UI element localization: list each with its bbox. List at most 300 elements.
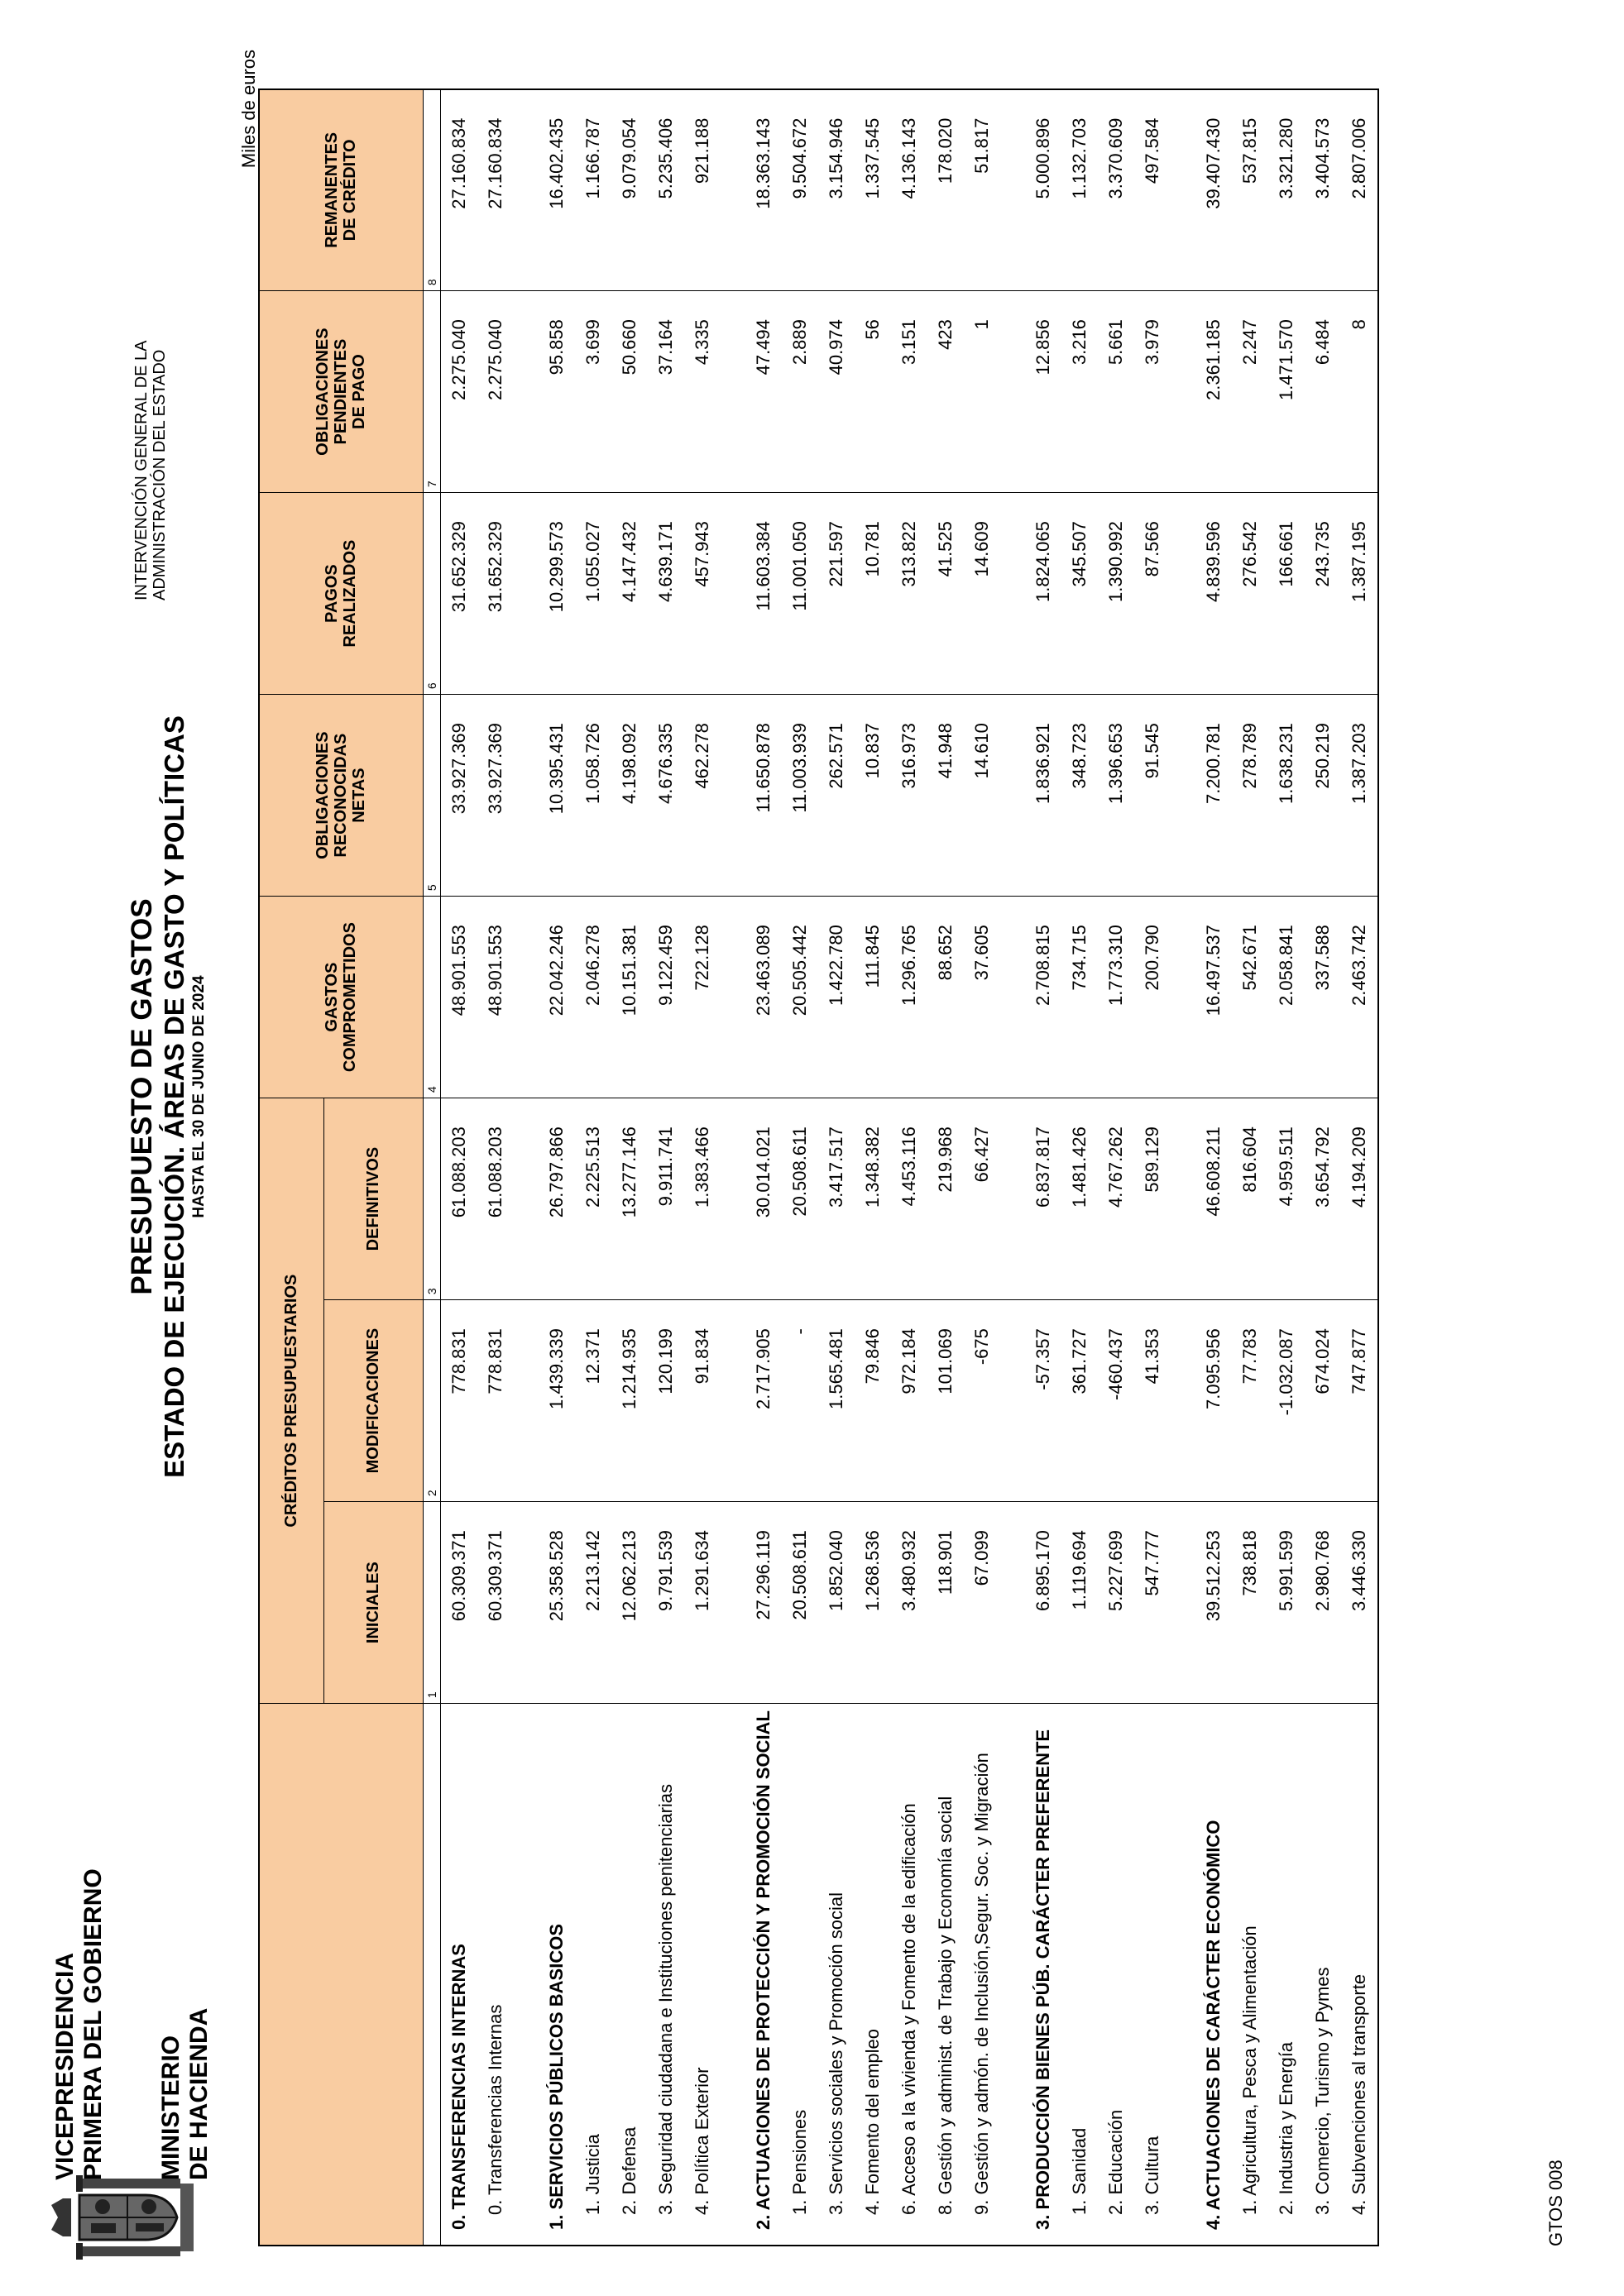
igae-line-2: ADMINISTRACIÓN DEL ESTADO [151, 349, 169, 600]
cell-remanentes: 16.402.435 [539, 89, 575, 291]
cell-pagos: 31.652.329 [440, 493, 477, 695]
cell-pendientes: 12.856 [1025, 291, 1061, 493]
spacer-cell [514, 1704, 539, 2246]
cell-iniciales: 6.895.170 [1025, 1502, 1061, 1704]
cell-comprometidos: 337.588 [1305, 897, 1341, 1098]
spacer-cell [721, 695, 745, 897]
row-label: 2. ACTUACIONES DE PROTECCIÓN Y PROMOCIÓN SOCIAL [745, 1704, 782, 2246]
cell-definitivos: 1.481.426 [1061, 1098, 1098, 1300]
cell-pagos: 313.822 [891, 493, 927, 695]
cell-iniciales: 27.296.119 [745, 1502, 782, 1704]
cell-reconocidas: 262.571 [818, 695, 855, 897]
cell-remanentes: 27.160.834 [477, 89, 514, 291]
cell-pagos: 10.781 [855, 493, 891, 695]
cell-reconocidas: 1.638.231 [1268, 695, 1305, 897]
cell-iniciales: 39.512.253 [1195, 1502, 1232, 1704]
row-label: 8. Gestión y administ. de Trabajo y Economía social [927, 1704, 964, 2246]
cell-reconocidas: 33.927.369 [477, 695, 514, 897]
cell-modificaciones: 747.877 [1341, 1300, 1378, 1502]
cell-modificaciones: 79.846 [855, 1300, 891, 1502]
cell-pagos: 1.390.992 [1098, 493, 1134, 695]
cell-pendientes: 37.164 [648, 291, 684, 493]
table-row [1341, 89, 1378, 2246]
cell-definitivos: 816.604 [1232, 1098, 1268, 1300]
header-blank [259, 1704, 423, 2246]
cell-iniciales: 60.309.371 [477, 1502, 514, 1704]
cell-remanentes: 9.079.054 [611, 89, 648, 291]
cell-pagos: 457.943 [684, 493, 721, 695]
cell-pagos: 345.507 [1061, 493, 1098, 695]
cell-definitivos: 3.417.517 [818, 1098, 855, 1300]
cell-remanentes: 4.136.143 [891, 89, 927, 291]
cell-remanentes: 2.807.006 [1341, 89, 1378, 291]
ministry-block [51, 1868, 213, 2180]
cell-comprometidos: 48.901.553 [477, 897, 514, 1098]
cell-remanentes: 537.815 [1232, 89, 1268, 291]
cell-reconocidas: 10.837 [855, 695, 891, 897]
cell-remanentes: 5.000.896 [1025, 89, 1061, 291]
cell-comprometidos: 1.296.765 [891, 897, 927, 1098]
table-row [648, 89, 684, 2246]
cell-iniciales: 118.901 [927, 1502, 964, 1704]
cell-iniciales: 9.791.539 [648, 1502, 684, 1704]
cell-definitivos: 20.508.611 [782, 1098, 818, 1300]
spacer-cell [1171, 1502, 1195, 1704]
cell-pagos: 1.824.065 [1025, 493, 1061, 695]
cell-reconocidas: 11.003.939 [782, 695, 818, 897]
header-obligaciones-line-3: NETAS [350, 768, 369, 823]
cell-pagos: 14.609 [964, 493, 1000, 695]
column-number: 2 [423, 1300, 440, 1502]
spacer-cell [1171, 493, 1195, 695]
cell-pagos: 10.299.573 [539, 493, 575, 695]
spacer-cell [721, 291, 745, 493]
column-number-row [423, 89, 440, 2246]
cell-pendientes: 3.979 [1134, 291, 1171, 493]
cell-comprometidos: 23.463.089 [745, 897, 782, 1098]
cell-pendientes: 56 [855, 291, 891, 493]
table-row [1098, 89, 1134, 2246]
spacer-cell [1171, 695, 1195, 897]
cell-iniciales: 547.777 [1134, 1502, 1171, 1704]
cell-remanentes: 51.817 [964, 89, 1000, 291]
header-pagos [259, 493, 423, 695]
cell-pendientes: 2.275.040 [440, 291, 477, 493]
igae-block [132, 340, 169, 600]
table-row [1061, 89, 1098, 2246]
spacer-cell [1000, 89, 1025, 291]
cell-comprometidos: 542.671 [1232, 897, 1268, 1098]
spacer-row [1171, 89, 1195, 2246]
row-label: 1. Pensiones [782, 1704, 818, 2246]
header-definitivos: DEFINITIVOS [323, 1098, 423, 1300]
cell-comprometidos: 1.422.780 [818, 897, 855, 1098]
cell-pendientes: 8 [1341, 291, 1378, 493]
cell-definitivos: 13.277.146 [611, 1098, 648, 1300]
cell-modificaciones: 41.353 [1134, 1300, 1171, 1502]
cell-pendientes: 2.247 [1232, 291, 1268, 493]
cell-reconocidas: 1.387.203 [1341, 695, 1378, 897]
header-iniciales: INICIALES [323, 1502, 423, 1704]
cell-comprometidos: 200.790 [1134, 897, 1171, 1098]
cell-modificaciones: 361.727 [1061, 1300, 1098, 1502]
header-gastos-line-2: COMPROMETIDOS [341, 922, 360, 1073]
header-creditos: CRÉDITOS PRESUPUESTARIOS [259, 1098, 323, 1704]
header-gastos [259, 897, 423, 1098]
cell-pagos: 221.597 [818, 493, 855, 695]
spacer-cell [514, 695, 539, 897]
cell-iniciales: 5.991.599 [1268, 1502, 1305, 1704]
header-obligaciones [259, 695, 423, 897]
cell-pendientes: 5.661 [1098, 291, 1134, 493]
spacer-cell [1171, 291, 1195, 493]
cell-remanentes: 178.020 [927, 89, 964, 291]
units-label: Miles de euros [238, 50, 259, 169]
cell-modificaciones: 674.024 [1305, 1300, 1341, 1502]
table-body [440, 89, 1378, 2246]
cell-iniciales: 12.062.213 [611, 1502, 648, 1704]
column-number: 6 [423, 493, 440, 695]
cell-modificaciones: 77.783 [1232, 1300, 1268, 1502]
cell-remanentes: 1.337.545 [855, 89, 891, 291]
cell-remanentes: 18.363.143 [745, 89, 782, 291]
cell-definitivos: 26.797.866 [539, 1098, 575, 1300]
cell-definitivos: 1.348.382 [855, 1098, 891, 1300]
cell-modificaciones: - [782, 1300, 818, 1502]
ministry-line-3: MINISTERIO [157, 2035, 184, 2180]
spacer-cell [1000, 493, 1025, 695]
header-pendientes-line-3: DE PAGO [350, 354, 369, 429]
section-row [440, 89, 477, 2246]
cell-iniciales: 25.358.528 [539, 1502, 575, 1704]
table-header [259, 89, 440, 2246]
table-row [684, 89, 721, 2246]
table-row [1305, 89, 1341, 2246]
cell-comprometidos: 37.605 [964, 897, 1000, 1098]
cell-iniciales: 3.446.330 [1341, 1502, 1378, 1704]
spacer-cell [1000, 897, 1025, 1098]
table-row [1134, 89, 1171, 2246]
spacer-cell [514, 1098, 539, 1300]
cell-definitivos: 4.453.116 [891, 1098, 927, 1300]
cell-reconocidas: 278.789 [1232, 695, 1268, 897]
table-row [782, 89, 818, 2246]
header-pendientes-line-1: OBLIGACIONES [314, 328, 333, 456]
spacer-cell [1000, 1502, 1025, 1704]
cell-pagos: 276.542 [1232, 493, 1268, 695]
cell-remanentes: 1.132.703 [1061, 89, 1098, 291]
header-gastos-line-1: GASTOS [323, 962, 342, 1032]
cell-definitivos: 66.427 [964, 1098, 1000, 1300]
cell-pagos: 4.639.171 [648, 493, 684, 695]
cell-modificaciones: -675 [964, 1300, 1000, 1502]
cell-reconocidas: 1.836.921 [1025, 695, 1061, 897]
cell-pagos: 243.735 [1305, 493, 1341, 695]
cell-modificaciones: -57.357 [1025, 1300, 1061, 1502]
cell-reconocidas: 316.973 [891, 695, 927, 897]
cell-modificaciones: 12.371 [575, 1300, 611, 1502]
cell-remanentes: 9.504.672 [782, 89, 818, 291]
cell-pendientes: 47.494 [745, 291, 782, 493]
row-label: 6. Acceso a la vivienda y Fomento de la edificación [891, 1704, 927, 2246]
cell-reconocidas: 4.198.092 [611, 695, 648, 897]
cell-remanentes: 497.584 [1134, 89, 1171, 291]
section-row [1025, 89, 1061, 2246]
cell-definitivos: 61.088.203 [440, 1098, 477, 1300]
page-title: PRESUPUESTO DE GASTOS [126, 898, 158, 1295]
section-row [745, 89, 782, 2246]
cell-modificaciones: 91.834 [684, 1300, 721, 1502]
header-pagos-line-2: REALIZADOS [341, 539, 360, 648]
cell-comprometidos: 2.058.841 [1268, 897, 1305, 1098]
table-row [1268, 89, 1305, 2246]
cell-comprometidos: 2.046.278 [575, 897, 611, 1098]
page-subtitle: ESTADO DE EJECUCIÓN. ÁREAS DE GASTO Y POLÍTICAS [159, 715, 189, 1478]
spacer-cell [514, 89, 539, 291]
cell-pendientes: 2.361.185 [1195, 291, 1232, 493]
cell-pagos: 4.147.432 [611, 493, 648, 695]
cell-reconocidas: 14.610 [964, 695, 1000, 897]
cell-pagos: 166.661 [1268, 493, 1305, 695]
row-label: 1. Sanidad [1061, 1704, 1098, 2246]
row-label: 3. Servicios sociales y Promoción social [818, 1704, 855, 2246]
column-number-blank [423, 1704, 440, 2246]
ministry-line-1: VICEPRESIDENCIA [51, 1952, 79, 2180]
cell-reconocidas: 33.927.369 [440, 695, 477, 897]
spacer-cell [1000, 1300, 1025, 1502]
cell-comprometidos: 22.042.246 [539, 897, 575, 1098]
cell-pagos: 11.001.050 [782, 493, 818, 695]
cell-definitivos: 3.654.792 [1305, 1098, 1341, 1300]
budget-table [258, 88, 1379, 2246]
table-row [927, 89, 964, 2246]
spacer-cell [514, 1300, 539, 1502]
cell-modificaciones: -460.437 [1098, 1300, 1134, 1502]
cell-pagos: 1.055.027 [575, 493, 611, 695]
header-modificaciones: MODIFICACIONES [323, 1300, 423, 1502]
cell-pendientes: 423 [927, 291, 964, 493]
header-remanentes-line-1: REMANENTES [323, 132, 342, 248]
cell-pendientes: 3.216 [1061, 291, 1098, 493]
cell-remanentes: 3.154.946 [818, 89, 855, 291]
spacer-cell [514, 897, 539, 1098]
form-code: GTOS 008 [1545, 2160, 1566, 2246]
cell-remanentes: 3.321.280 [1268, 89, 1305, 291]
spacer-cell [721, 1502, 745, 1704]
cell-definitivos: 9.911.741 [648, 1098, 684, 1300]
cell-comprometidos: 16.497.537 [1195, 897, 1232, 1098]
cell-iniciales: 2.980.768 [1305, 1502, 1341, 1704]
cell-comprometidos: 722.128 [684, 897, 721, 1098]
cell-modificaciones: 7.095.956 [1195, 1300, 1232, 1502]
cell-iniciales: 1.291.634 [684, 1502, 721, 1704]
spanish-coat-of-arms-icon [46, 2172, 200, 2263]
cell-remanentes: 3.370.609 [1098, 89, 1134, 291]
spacer-cell [514, 291, 539, 493]
column-number: 4 [423, 897, 440, 1098]
cell-reconocidas: 4.676.335 [648, 695, 684, 897]
cell-pendientes: 1.471.570 [1268, 291, 1305, 493]
column-number: 8 [423, 89, 440, 291]
column-number: 7 [423, 291, 440, 493]
cell-iniciales: 1.119.694 [1061, 1502, 1098, 1704]
cell-definitivos: 4.767.262 [1098, 1098, 1134, 1300]
header-obligaciones-line-1: OBLIGACIONES [314, 731, 333, 859]
cell-definitivos: 30.014.021 [745, 1098, 782, 1300]
cell-iniciales: 2.213.142 [575, 1502, 611, 1704]
cell-pendientes: 6.484 [1305, 291, 1341, 493]
cell-comprometidos: 20.505.442 [782, 897, 818, 1098]
cell-iniciales: 5.227.699 [1098, 1502, 1134, 1704]
cell-definitivos: 4.194.209 [1341, 1098, 1378, 1300]
header-pendientes-line-2: PENDIENTES [332, 338, 351, 445]
cell-pendientes: 2.889 [782, 291, 818, 493]
cell-reconocidas: 41.948 [927, 695, 964, 897]
cell-pendientes: 2.275.040 [477, 291, 514, 493]
cell-comprometidos: 9.122.459 [648, 897, 684, 1098]
cell-reconocidas: 462.278 [684, 695, 721, 897]
cell-definitivos: 219.968 [927, 1098, 964, 1300]
cell-comprometidos: 111.845 [855, 897, 891, 1098]
cell-comprometidos: 10.151.381 [611, 897, 648, 1098]
cell-remanentes: 5.235.406 [648, 89, 684, 291]
cell-iniciales: 67.099 [964, 1502, 1000, 1704]
row-label: 3. Seguridad ciudadana e Instituciones penitenciarias [648, 1704, 684, 2246]
cell-reconocidas: 1.058.726 [575, 695, 611, 897]
ministry-line-4: DE HACIENDA [185, 2007, 213, 2180]
header-pagos-line-1: PAGOS [323, 564, 342, 623]
cell-definitivos: 46.608.211 [1195, 1098, 1232, 1300]
cell-modificaciones: 1.565.481 [818, 1300, 855, 1502]
table-row [818, 89, 855, 2246]
cell-remanentes: 3.404.573 [1305, 89, 1341, 291]
cell-iniciales: 20.508.611 [782, 1502, 818, 1704]
spacer-cell [721, 897, 745, 1098]
cell-reconocidas: 1.396.653 [1098, 695, 1134, 897]
table-row [1232, 89, 1268, 2246]
spacer-row [514, 89, 539, 2246]
cell-pendientes: 4.335 [684, 291, 721, 493]
spacer-cell [1171, 1300, 1195, 1502]
cell-modificaciones: 120.199 [648, 1300, 684, 1502]
row-label: 4. Fomento del empleo [855, 1704, 891, 2246]
row-label: 2. Industria y Energía [1268, 1704, 1305, 2246]
cell-comprometidos: 2.463.742 [1341, 897, 1378, 1098]
page-date: HASTA EL 30 DE JUNIO DE 2024 [190, 975, 208, 1218]
header-remanentes-line-2: DE CRÉDITO [341, 139, 360, 242]
spacer-cell [1171, 1704, 1195, 2246]
cell-iniciales: 1.852.040 [818, 1502, 855, 1704]
row-label: 3. PRODUCCIÓN BIENES PÚB. CARÁCTER PREFERENTE [1025, 1704, 1061, 2246]
cell-pendientes: 50.660 [611, 291, 648, 493]
cell-comprometidos: 2.708.815 [1025, 897, 1061, 1098]
row-label: 0. TRANSFERENCIAS INTERNAS [440, 1704, 477, 2246]
cell-definitivos: 2.225.513 [575, 1098, 611, 1300]
cell-modificaciones: 1.214.935 [611, 1300, 648, 1502]
column-number: 5 [423, 695, 440, 897]
cell-pendientes: 3.151 [891, 291, 927, 493]
cell-comprometidos: 48.901.553 [440, 897, 477, 1098]
row-label: 2. Defensa [611, 1704, 648, 2246]
table-row [575, 89, 611, 2246]
row-label: 2. Educación [1098, 1704, 1134, 2246]
section-row [539, 89, 575, 2246]
cell-remanentes: 39.407.430 [1195, 89, 1232, 291]
column-number: 1 [423, 1502, 440, 1704]
cell-pagos: 11.603.384 [745, 493, 782, 695]
cell-iniciales: 60.309.371 [440, 1502, 477, 1704]
cell-reconocidas: 91.545 [1134, 695, 1171, 897]
cell-pendientes: 1 [964, 291, 1000, 493]
spacer-cell [721, 1098, 745, 1300]
row-label: 4. Subvenciones al transporte [1341, 1704, 1378, 2246]
spacer-cell [721, 89, 745, 291]
spacer-cell [514, 1502, 539, 1704]
header-pendientes [259, 291, 423, 493]
row-label: 1. SERVICIOS PÚBLICOS BASICOS [539, 1704, 575, 2246]
cell-iniciales: 3.480.932 [891, 1502, 927, 1704]
cell-pendientes: 3.699 [575, 291, 611, 493]
spacer-cell [1171, 89, 1195, 291]
table-row [855, 89, 891, 2246]
cell-pendientes: 95.858 [539, 291, 575, 493]
spacer-cell [721, 1704, 745, 2246]
cell-pagos: 41.525 [927, 493, 964, 695]
cell-modificaciones: 778.831 [440, 1300, 477, 1502]
cell-modificaciones: 778.831 [477, 1300, 514, 1502]
cell-iniciales: 1.268.536 [855, 1502, 891, 1704]
spacer-cell [1000, 1704, 1025, 2246]
spacer-cell [721, 1300, 745, 1502]
cell-pagos: 87.566 [1134, 493, 1171, 695]
cell-definitivos: 589.129 [1134, 1098, 1171, 1300]
table-row [891, 89, 927, 2246]
section-row [1195, 89, 1232, 2246]
cell-iniciales: 738.818 [1232, 1502, 1268, 1704]
row-label: 3. Comercio, Turismo y Pymes [1305, 1704, 1341, 2246]
spacer-row [721, 89, 745, 2246]
ministry-line-2: PRIMERA DEL GOBIERNO [79, 1868, 107, 2180]
budget-table-wrapper [258, 88, 1379, 2246]
cell-reconocidas: 250.219 [1305, 695, 1341, 897]
spacer-cell [721, 493, 745, 695]
cell-modificaciones: 1.439.339 [539, 1300, 575, 1502]
spacer-cell [1171, 897, 1195, 1098]
spacer-cell [1000, 1098, 1025, 1300]
cell-remanentes: 1.166.787 [575, 89, 611, 291]
column-number: 3 [423, 1098, 440, 1300]
cell-definitivos: 6.837.817 [1025, 1098, 1061, 1300]
header-remanentes [259, 89, 423, 291]
cell-reconocidas: 7.200.781 [1195, 695, 1232, 897]
cell-reconocidas: 10.395.431 [539, 695, 575, 897]
cell-modificaciones: 972.184 [891, 1300, 927, 1502]
row-label: 1. Agricultura, Pesca y Alimentación [1232, 1704, 1268, 2246]
cell-comprometidos: 734.715 [1061, 897, 1098, 1098]
cell-pagos: 1.387.195 [1341, 493, 1378, 695]
spacer-cell [1000, 291, 1025, 493]
header-obligaciones-line-2: RECONOCIDAS [332, 733, 351, 858]
igae-line-1: INTERVENCIÓN GENERAL DE LA [132, 340, 151, 600]
cell-reconocidas: 11.650.878 [745, 695, 782, 897]
cell-pagos: 4.839.596 [1195, 493, 1232, 695]
spacer-cell [1171, 1098, 1195, 1300]
cell-modificaciones: 2.717.905 [745, 1300, 782, 1502]
cell-pagos: 31.652.329 [477, 493, 514, 695]
cell-modificaciones: -1.032.087 [1268, 1300, 1305, 1502]
row-label: 3. Cultura [1134, 1704, 1171, 2246]
cell-reconocidas: 348.723 [1061, 695, 1098, 897]
